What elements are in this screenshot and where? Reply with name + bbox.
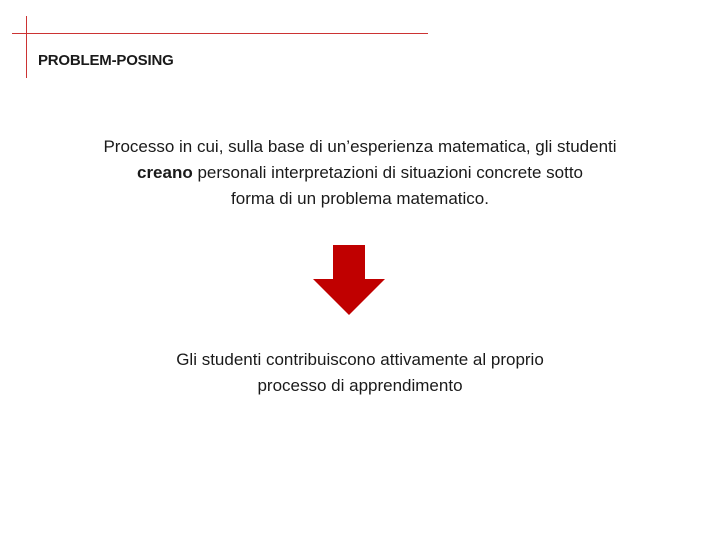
definition-line-2 xyxy=(80,160,640,186)
definition-line-1: Processo in cui, sulla base di un’esperienza matematica, gli studenti xyxy=(103,137,617,156)
definition-text xyxy=(80,134,640,212)
outcome-line-1: Gli studenti contribuiscono attivamente al proprio xyxy=(176,350,544,369)
slide-title: PROBLEM-POSING xyxy=(38,52,174,69)
outcome-text xyxy=(130,347,590,399)
outcome-line-2: processo di apprendimento xyxy=(257,376,463,395)
definition-line-2-rest: personali interpretazioni di situazioni concrete sotto xyxy=(192,163,584,182)
definition-keyword: creano xyxy=(136,163,193,182)
header-rule-vertical xyxy=(26,16,27,78)
definition-line-3: forma di un problema matematico. xyxy=(231,189,489,208)
down-arrow-icon xyxy=(313,245,385,315)
header-rule-horizontal xyxy=(12,33,428,34)
